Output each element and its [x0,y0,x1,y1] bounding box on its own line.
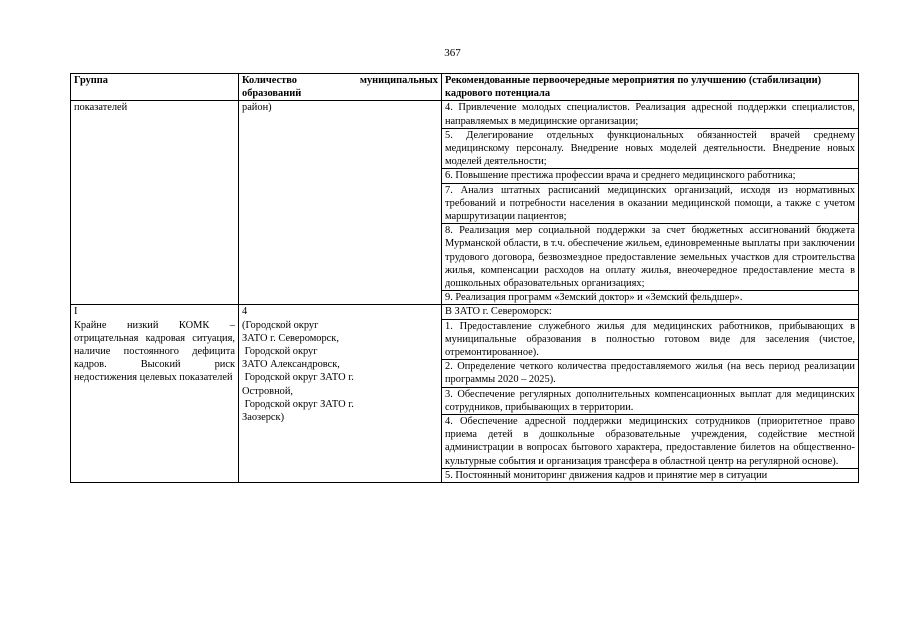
row2-measure-item: 1. Предоставление служебного жилья для медицинских работников, прибывающих в муниципальные образования в полностью готовом виде для заселения (чистое, отремонтированное). [442,319,858,360]
row2-measures [442,305,859,483]
row2-municipality-line: Городской округ [242,346,318,358]
row1-measure-item: 8. Реализация мер социальной поддержки за счет бюджетных ассигнований бюджета Мурманской области, в т.ч. обеспечение жильем, единовременные выплаты при заключении трудового договора, безвозмездное предоставление земельных участков для строительства жилья, компенсации расходов на оплату жилья, внеочередное предоставление места в дошкольных образовательных организациях; [442,223,858,290]
row2-municipality-line: Заозерск) [242,412,285,424]
measures-table [70,73,859,483]
table-row [71,101,859,305]
row2-municipality-line: ЗАТО Александровск, [242,359,340,371]
header-measures: Рекомендованные первоочередные мероприятия по улучшению (стабилизации) кадрового потенциала [442,74,859,101]
table-row [71,305,859,483]
row2-municipality-line: Городской округ ЗАТО г. [242,372,354,384]
row2-municipality-count: 4 [242,306,248,318]
row2-measure-item: 3. Обеспечение регулярных дополнительных компенсационных выплат для медицинских сотрудников, прибывающих в территории. [442,387,858,414]
row2-measure-item: 5. Постоянный мониторинг движения кадров и принятие мер в ситуации [442,468,858,482]
row1-measure-item: 6. Повышение престижа профессии врача и среднего медицинского работника; [442,168,858,182]
row2-measures-heading: В ЗАТО г. Североморск: [445,306,552,318]
row1-measure-item: 5. Делегирование отдельных функциональных обязанностей врачей среднему медицинскому персоналу. Внедрение новых моделей деятельности. Внедрение новых моделей деятельности; [442,128,858,169]
row1-measure-item: 9. Реализация программ «Земский доктор» и «Земский фельдшер». [442,290,858,304]
row2-measure-item: 4. Обеспечение адресной поддержки медицинских сотрудников (приоритетное право приема детей в дошкольные образовательные учреждения, содействие местной администрации в вопросах бытового характера, предоставление билетов на общественно-культурные события и организация трансфера в областной центр на регулярной основе). [442,414,858,468]
header-municipalities [239,74,442,101]
row2-group [71,305,239,483]
row2-municipality-line: Городской округ ЗАТО г. [242,398,354,410]
row2-municipalities [239,305,442,483]
row2-municipality-line: (Городской округ [242,319,319,331]
row1-municipalities: район) [239,101,442,305]
header-group: Группа [71,74,239,101]
row1-group: показателей [71,101,239,305]
row1-measure-item: 7. Анализ штатных расписаний медицинских организаций, исходя из нормативных требований и потребности населения в оказании медицинской помощи, а также с учетом маршрутизации пациентов; [442,183,858,224]
row2-measure-item: 2. Определение четкого количества предоставляемого жилья (на весь период реализации программы 2020 – 2025). [442,359,858,386]
table-header-row [71,74,859,101]
row2-municipality-line: Островной, [242,385,293,397]
row2-municipality-line: ЗАТО г. Североморск, [242,332,339,344]
page-number: 367 [444,47,461,59]
row1-measure-item: 4. Привлечение молодых специалистов. Реализация адресной поддержки специалистов, направляемых в медицинские организации; [445,102,855,127]
row2-group-text: Крайне низкий КОМК – отрицательная кадровая ситуация, наличие постоянного дефицита кадров. Высокий риск недостижения целевых показателей [74,319,235,384]
row1-measures [442,101,859,305]
header-municipalities-text: Количество муниципальных образований [242,75,438,100]
row2-group-number: I [74,306,78,318]
